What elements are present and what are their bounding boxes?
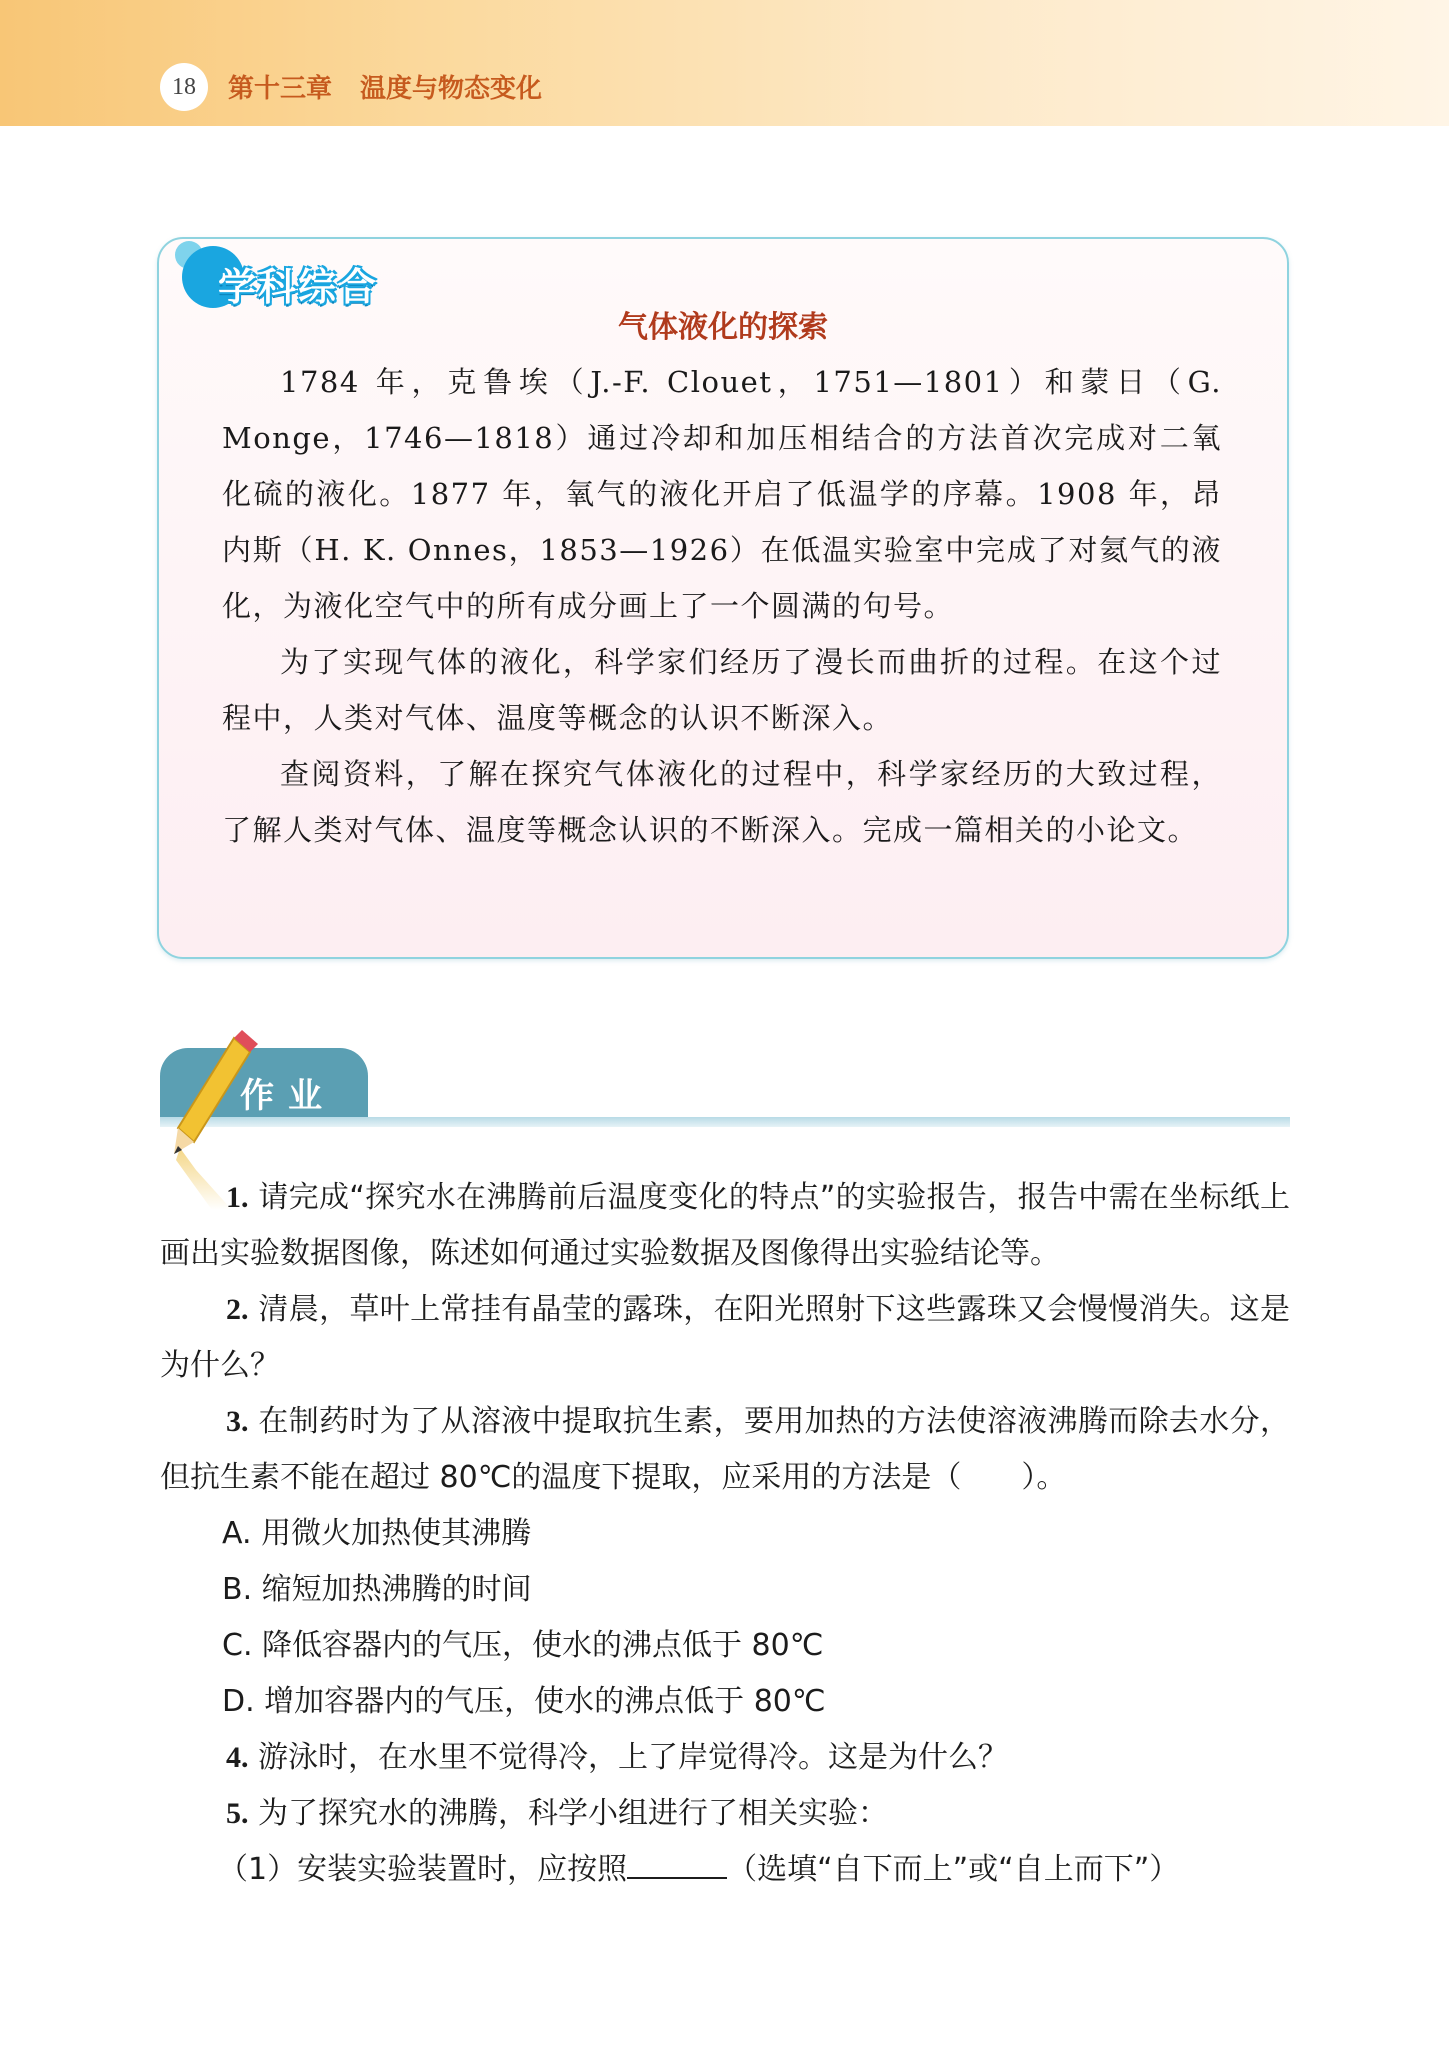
question-number: 3. (226, 1405, 249, 1438)
question-number: 5. (226, 1797, 249, 1830)
badge-label: 学科综合 (218, 265, 379, 309)
sub-question-text: （1）安装实验装置时，应按照 (218, 1852, 628, 1887)
question-text: 清晨，草叶上常挂有晶莹的露珠，在阳光照射下这些露珠又会慢慢消失。这是为什么？ (160, 1292, 1290, 1383)
question-1 (160, 1170, 1290, 1282)
answer-blank[interactable] (627, 1849, 727, 1879)
box-title: 气体液化的探索 (618, 310, 828, 345)
box-paragraph: 1784 年，克鲁埃（J.-F. Clouet，1751—1801）和蒙日（G. Monge，1746—1818）通过冷却和加压相结合的方法首次完成对二氧化硫的液化。1877 年，氧气的液化开启了低温学的序幕。1908 年，昂内斯（H. K. Onnes，1853—1926）在低温实验室中完成了对氦气的液化，为液化空气中的所有成分画上了一个圆满的句号。 (222, 365, 1222, 623)
question-5-part-1 (160, 1842, 1290, 1898)
option-b: B. 缩短加热沸腾的时间 (222, 1572, 532, 1607)
chapter-heading (228, 68, 542, 105)
question-text: 在制药时为了从溶液中提取抗生素，要用加热的方法使溶液沸腾而除去水分，但抗生素不能在超过 80℃的温度下提取，应采用的方法是（ ）。 (160, 1404, 1290, 1495)
question-text: 为了探究水的沸腾，科学小组进行了相关实验： (258, 1796, 889, 1831)
question-number: 4. (226, 1741, 249, 1774)
page-number: 18 (160, 63, 208, 111)
homework-label: 作业 (240, 1076, 336, 1116)
chapter-number: 第十三章 (228, 74, 333, 104)
question-4 (160, 1730, 1290, 1786)
question-5 (160, 1786, 1290, 1842)
chapter-title: 温度与物态变化 (360, 74, 543, 104)
box-body (222, 354, 1222, 858)
question-2 (160, 1282, 1290, 1394)
question-3 (160, 1394, 1290, 1506)
option-d: D. 增加容器内的气压，使水的沸点低于 80℃ (222, 1684, 826, 1719)
question-number: 1. (226, 1181, 249, 1214)
option-c: C. 降低容器内的气压，使水的沸点低于 80℃ (222, 1628, 824, 1663)
sub-question-hint: （选填“自下而上”或“自上而下”） (727, 1852, 1180, 1887)
box-paragraph: 查阅资料，了解在探究气体液化的过程中，科学家经历的大致过程，了解人类对气体、温度等概念认识的不断深入。完成一篇相关的小论文。 (222, 757, 1222, 847)
box-paragraph: 为了实现气体的液化，科学家们经历了漫长而曲折的过程。在这个过程中，人类对气体、温度等概念的认识不断深入。 (222, 645, 1222, 735)
page-header (0, 0, 1449, 126)
question-text: 游泳时，在水里不觉得冷，上了岸觉得冷。这是为什么？ (258, 1740, 1009, 1775)
homework-body (160, 1170, 1290, 1898)
question-number: 2. (226, 1293, 249, 1326)
question-text: 请完成“探究水在沸腾前后温度变化的特点”的实验报告，报告中需在坐标纸上画出实验数据图像，陈述如何通过实验数据及图像得出实验结论等。 (160, 1180, 1290, 1271)
option-a: A. 用微火加热使其沸腾 (222, 1516, 532, 1551)
homework-divider (160, 1117, 1290, 1127)
